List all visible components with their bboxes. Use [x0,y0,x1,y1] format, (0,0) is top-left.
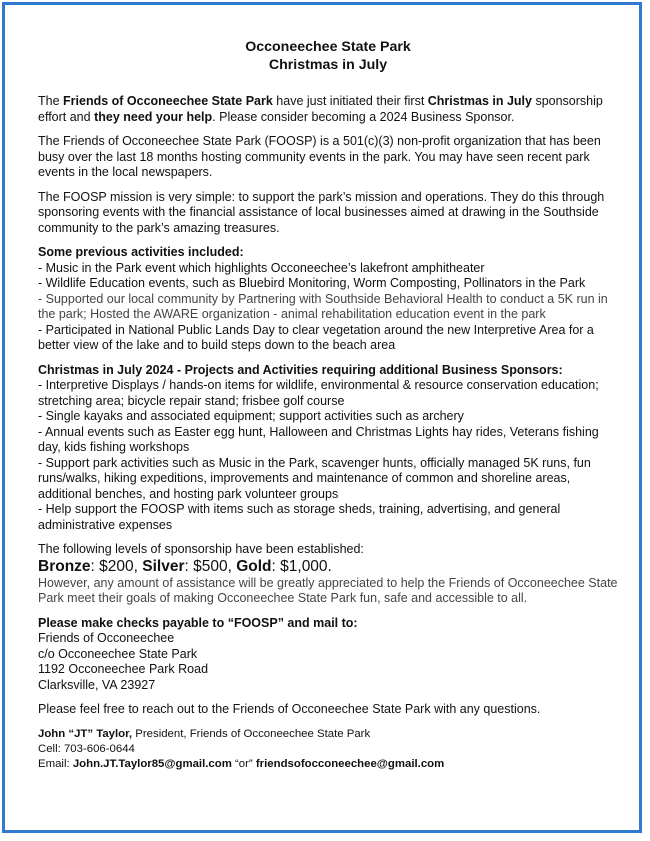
intro-text-1: The [38,94,64,108]
projects-heading: Christmas in July 2024 - Projects and Activities requiring additional Business Sponsors: [38,362,563,377]
contact-email-line [38,757,618,772]
silver-label: Silver [142,557,185,575]
previous-activities-section [38,245,618,354]
mailing-section [38,616,618,694]
silver-value: : $500, [184,557,237,575]
contact-role: President, Friends of Occoneechee State Park [132,727,371,740]
list-item: - Music in the Park event which highlights Occoneechee’s lakefront amphitheater [38,260,485,275]
address-line: Clarksville, VA 23927 [38,677,156,692]
list-item: - Wildlife Education events, such as Bluebird Monitoring, Worm Composting, Pollinators in the Park [38,276,586,290]
intro-text-2: have just initiated their first [272,94,428,108]
contact-cell: Cell: 703-606-0644 [38,742,135,755]
contact-block [38,727,618,772]
contact-name-line [38,727,618,742]
sponsorship-section [38,542,618,607]
sponsorship-note: However, any amount of assistance will be greatly appreciated to help the Friends of Occoneechee State Park meet their goals of making Occoneechee State Park fun, safe and accessible to all. [38,575,618,605]
mailing-heading: Please make checks payable to “FOOSP” and mail to: [38,615,358,630]
email-link-1[interactable]: John.JT.Taylor85@gmail.com [72,757,232,770]
sponsorship-intro: The following levels of sponsorship have been established: [38,542,364,556]
list-item: - Support park activities such as Music in the Park, scavenger hunts, officially managed 5K runs, fun runs/walks, hiking expeditions, improvements and maintenance of common and shoreline areas, additional benches, and hosting park volunteer groups [38,455,591,501]
mission-paragraph: The FOOSP mission is very simple: to support the park’s mission and operations. They do this through sponsoring events with the financial assistance of local businesses aimed at drawing in the Southside community to the park’s amazing treasures. [38,189,605,235]
contact-name: John “JT” Taylor, [38,727,133,740]
intro-bold-1: Friends of Occoneechee State Park [63,94,273,108]
projects-section [38,363,618,534]
list-item: - Participated in National Public Lands Day to clear vegetation around the new Interpretive Area for a better view of the lake and to build steps down to the beach area [38,322,594,352]
title-line-2: Christmas in July [268,57,388,73]
intro-text-3: sponsorship effort and [38,94,603,124]
about-paragraph: The Friends of Occoneechee State Park (FOOSP) is a 501(c)(3) non-profit organization that has been busy over the last 18 months hosting community events in the park. You may have seen recent park events in the local newspapers. [38,134,601,179]
intro-bold-2: Christmas in July [427,94,532,108]
bronze-label: Bronze [38,557,91,575]
previous-activities-heading: Some previous activities included: [38,245,244,259]
sponsorship-levels [38,558,618,576]
list-item: - Help support the FOOSP with items such as storage sheds, training, advertising, and general administrative expenses [38,502,561,532]
email-link-2[interactable]: friendsofocconeechee@gmail.com [255,757,445,770]
email-or: “or” [231,757,256,770]
address-line: 1192 Occoneechee Park Road [38,662,209,676]
list-item: - Annual events such as Easter egg hunt, Halloween and Christmas Lights hay rides, Veterans fishing day, kids fishing workshops [38,424,599,454]
address-line: Friends of Occoneechee [38,631,175,645]
intro-paragraph [38,94,618,125]
address-line: c/o Occoneechee State Park [38,646,198,661]
intro-text-4: . Please consider becoming a 2024 Business Sponsor. [212,109,515,124]
list-item: - Supported our local community by Partnering with Southside Behavioral Health to conduct a 5K run in the park; Hosted the AWARE organization - animal rehabilitation education event in the park [38,291,608,321]
page-title [38,38,618,74]
bronze-value: : $200, [90,557,143,575]
closing-paragraph: Please feel free to reach out to the Friends of Occoneechee State Park with any questions. [38,702,541,716]
list-item: - Single kayaks and associated equipment; support activities such as archery [38,409,464,423]
list-item: - Interpretive Displays / hands-on items for wildlife, environmental & resource conservation education; stretching area; bicycle repair stand; frisbee golf course [38,378,599,408]
flyer-content [38,38,618,772]
intro-bold-3: they need your help [94,109,213,124]
email-label: Email: [38,757,73,770]
gold-label: Gold [236,557,272,575]
title-line-1: Occoneechee State Park [245,39,411,55]
gold-value: : $1,000. [271,557,332,575]
